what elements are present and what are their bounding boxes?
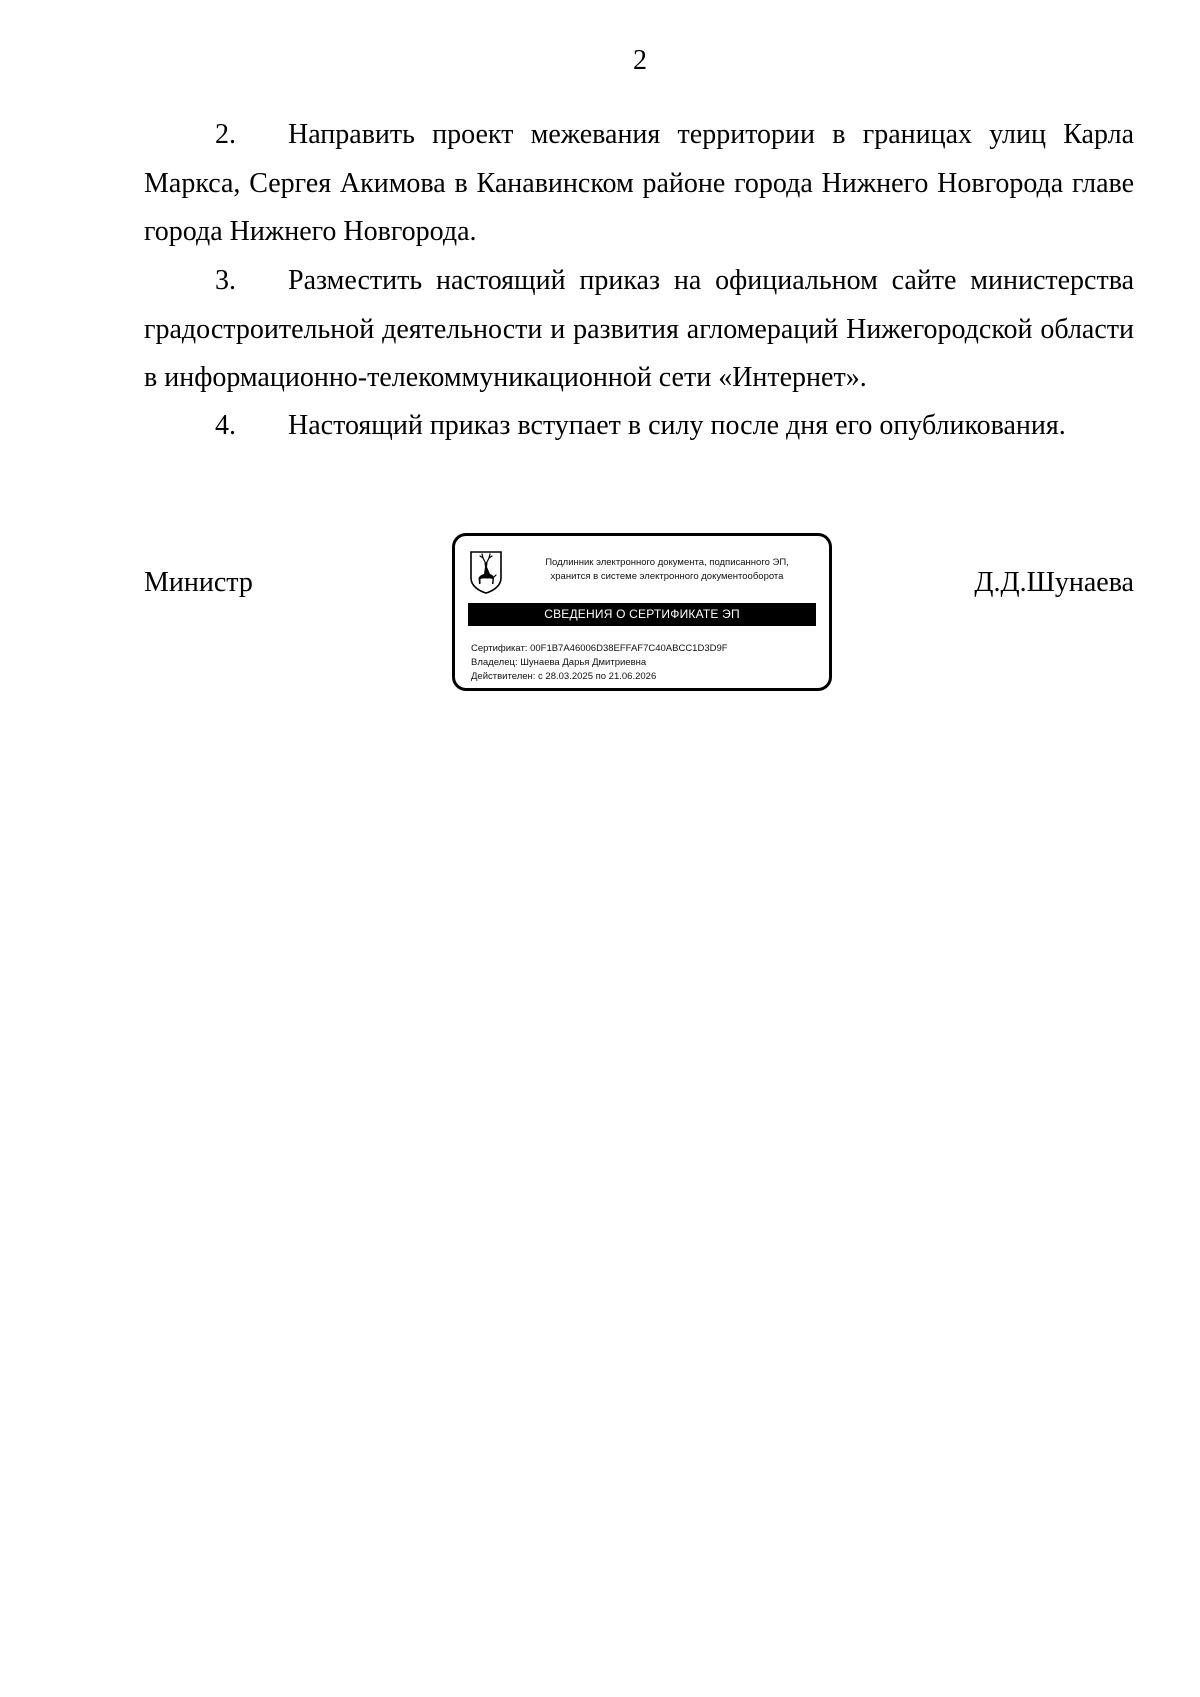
paragraph-text: Направить проект межевания территории в границах улиц Карла Маркса, Сергея Акимова в Канавинском районе города Нижнего Новгорода главе города Нижнего Новгорода. <box>144 119 1134 247</box>
stamp-certificate-serial: Сертификат: 00F1B7A46006D38EFFAF7C40ABCC1D3D9F <box>471 643 728 654</box>
signatory-position: Министр <box>144 567 253 598</box>
paragraph-4 <box>144 402 1134 451</box>
paragraph-3 <box>144 257 1134 403</box>
signatory-name: Д.Д.Шунаева <box>974 567 1134 598</box>
stamp-header-line-2: хранится в системе электронного документооборота <box>550 571 784 582</box>
stamp-header <box>513 556 821 584</box>
page-number: 2 <box>633 45 647 76</box>
stamp-header-line-1: Подлинник электронного документа, подписанного ЭП, <box>545 557 789 568</box>
paragraph-number: 4. <box>215 410 236 441</box>
paragraph-text: Разместить настоящий приказ на официальном сайте министерства градостроительной деятельности и развития агломераций Нижегородской области в информационно-телекоммуникационной сети «Интернет». <box>144 265 1134 393</box>
stamp-certificate-title: СВЕДЕНИЯ О СЕРТИФИКАТЕ ЭП <box>468 603 816 626</box>
stamp-certificate-details <box>471 642 819 684</box>
electronic-signature-stamp <box>452 533 832 691</box>
stamp-certificate-owner: Владелец: Шунаева Дарья Дмитриевна <box>471 657 647 668</box>
paragraph-number: 2. <box>215 119 236 150</box>
nizhny-novgorod-deer-emblem-icon <box>469 550 503 594</box>
paragraph-text: Настоящий приказ вступает в силу после дня его опубликования. <box>288 410 1066 441</box>
paragraph-2 <box>144 111 1134 257</box>
paragraph-number: 3. <box>215 265 236 296</box>
stamp-certificate-validity: Действителен: с 28.03.2025 по 21.06.2026 <box>471 671 657 682</box>
